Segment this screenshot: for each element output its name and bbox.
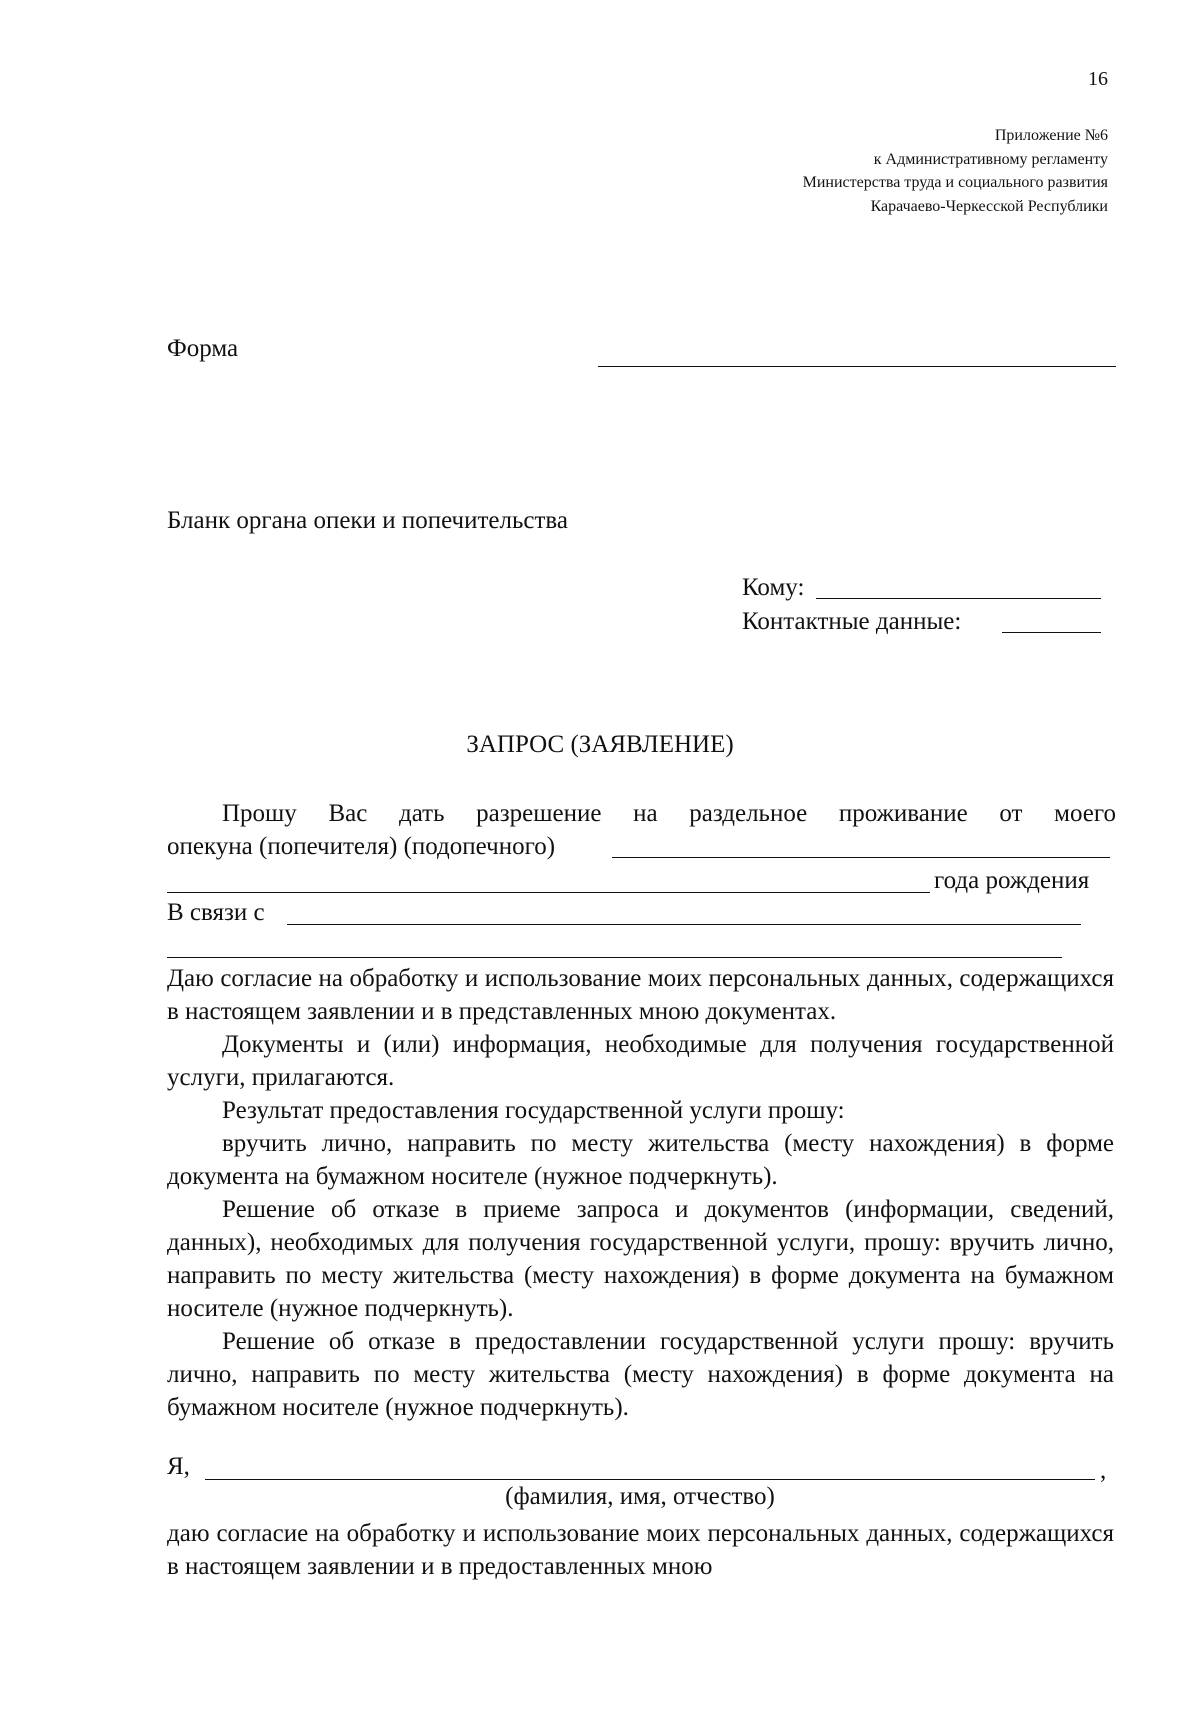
fio-field-line[interactable] [205,1479,1095,1480]
refusal-reception-paragraph: Решение об отказе в приеме запроса и документов (информации, сведений, данных), необходимых для получения государственной услуги, прошу: вручить лично, направить по месту жительства (месту нахождения) в форме документа на бумажном носителе (нужное подчеркнуть). [167,1196,1114,1322]
letterhead-label: Бланк органа опеки и попечительства [167,507,569,534]
fio-caption: (фамилия, имя, отчество) [505,1483,775,1510]
delivery-paragraph: вручить лично, направить по месту жительства (месту нахождения) в форме документа на бумажном носителе (нужное подчеркнуть). [167,1130,1114,1190]
birth-field-line[interactable] [167,892,930,893]
i-label: Я, [167,1453,190,1480]
reason-field-line-2[interactable] [167,957,1062,958]
request-line-2: опекуна (попечителя) (подопечного) [167,833,556,860]
page-number: 16 [1088,68,1108,90]
refusal-service-paragraph: Решение об отказе в предоставлении государственной услуги прошу: вручить лично, направить по месту жительства (месту нахождения) в форме документа на бумажном носителе (нужное подчеркнуть). [167,1328,1114,1421]
documents-paragraph: Документы и (или) информация, необходимые для получения государственной услуги, прилагаются. [167,1031,1114,1091]
contacts-field-line[interactable] [1002,632,1101,633]
appendix-line: Приложение №6 [994,127,1108,144]
request-line-1: Прошу Вас дать разрешение на раздельное проживание от моего [222,800,1116,827]
consent-text: даю согласие на обработку и использование моих персональных данных, содержащихся в настоящем заявлении и в предоставленных мною [167,1520,1114,1580]
fio-comma: , [1100,1457,1107,1484]
consent-paragraph: Даю согласие на обработку и использование моих персональных данных, содержащихся в настоящем заявлении и в представленных мною документах. [167,965,1114,1025]
result-paragraph: Результат предоставления государственной услуги прошу: [222,1097,845,1124]
document-title: ЗАПРОС (ЗАЯВЛЕНИЕ) [466,731,734,758]
appendix-line: Карачаево-Черкесской Республики [870,197,1108,215]
appendix-line: Министерства труда и социального развития [802,174,1108,191]
appendix-block [803,124,1108,218]
guardian-field-line[interactable] [612,857,1110,858]
to-label: Кому: [742,574,805,601]
contacts-label: Контактные данные: [742,608,962,635]
reason-field-line[interactable] [287,924,1081,925]
reason-label: В связи с [167,899,265,926]
birth-year-suffix: года рождения [934,867,1090,894]
form-blank-line[interactable] [598,366,1116,367]
form-label: Форма [167,335,239,362]
appendix-line: к Административному регламенту [873,150,1108,168]
to-field-line[interactable] [816,598,1101,599]
